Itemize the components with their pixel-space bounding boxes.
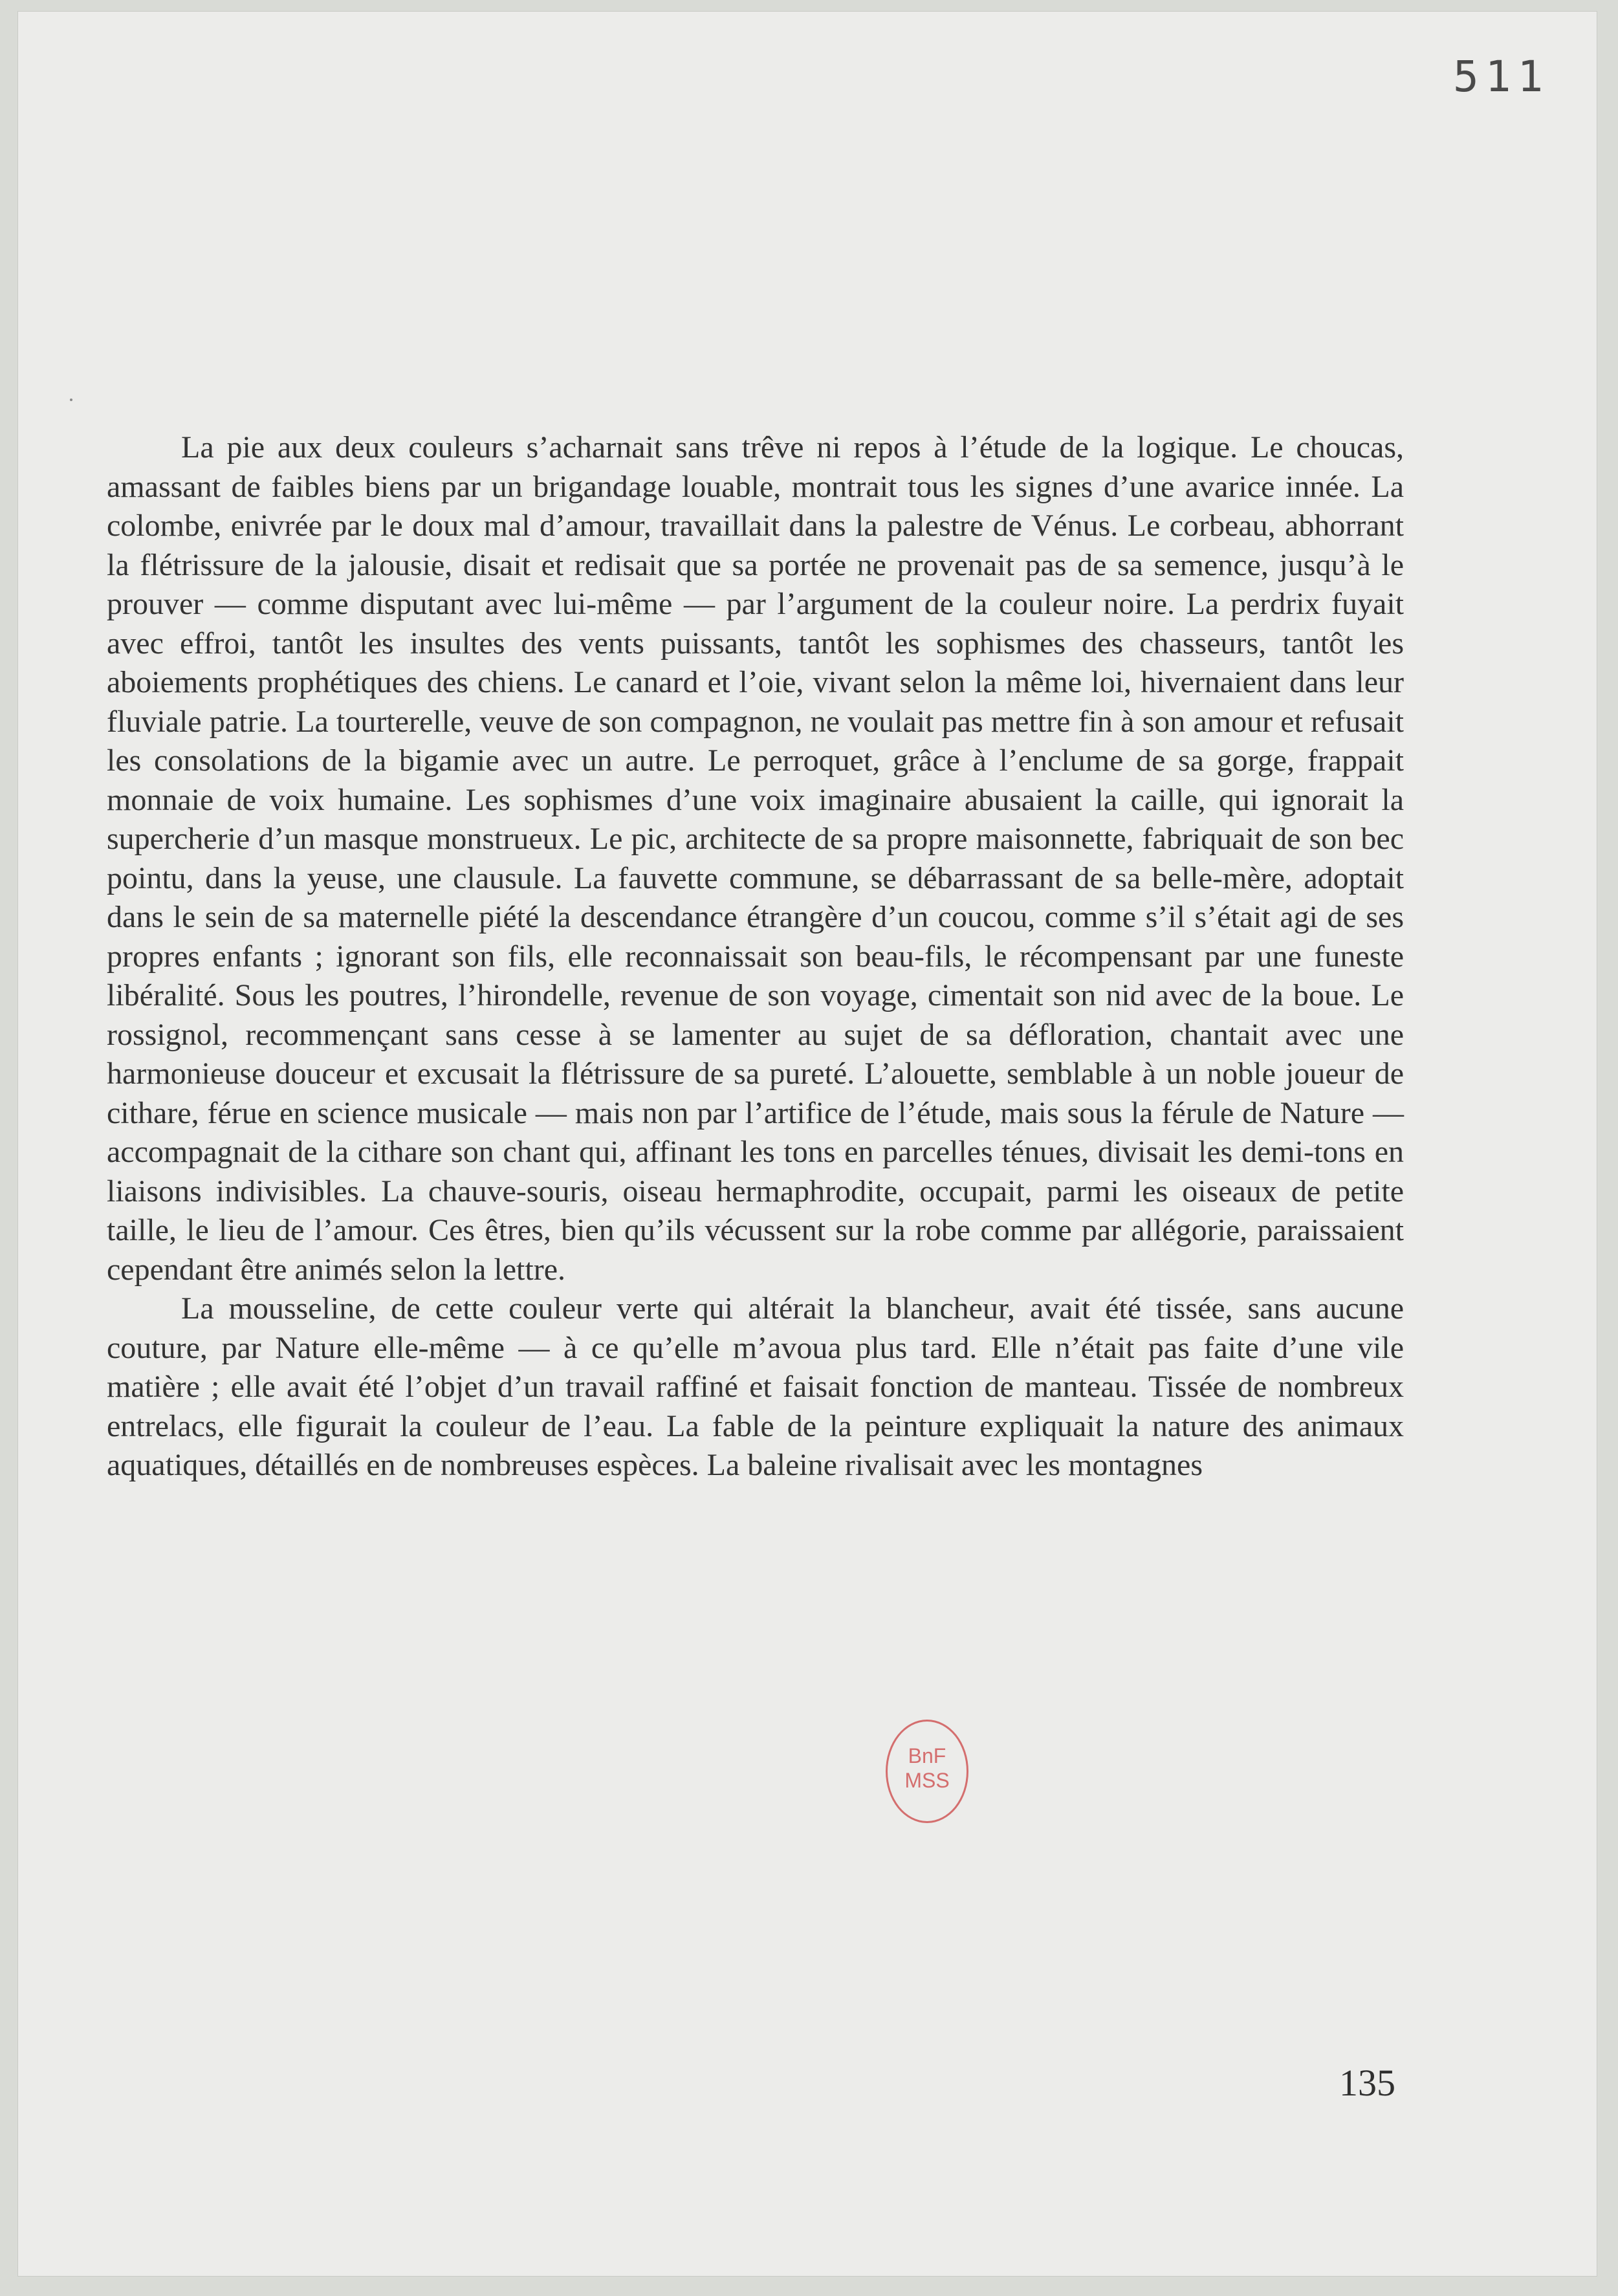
folio-number: 511 [1453, 52, 1550, 102]
paragraph-2: La mousseline, de cette couleur verte qui altérait la blancheur, avait été tissée, sans aucune couture, par Nature elle-même — à ce qu’elle m’avoua plus tard. Elle n’était pas faite d’une vile matière ; elle avait été l’objet d’un travail raffiné et faisait fonction de manteau. Tissée de nombreux entrelacs, elle figurait la couleur de l’eau. La fable de la peinture expliquait la nature des animaux aquatiques, détaillés en de nombreuses espèces. La baleine rivalisait avec les montagnes [107, 1291, 1404, 1482]
stamp-line-1: BnF [908, 1744, 946, 1767]
page-number: 135 [1339, 2062, 1395, 2104]
paragraph-1: La pie aux deux couleurs s’acharnait sans trêve ni repos à l’étude de la logique. Le choucas, amassant de faibles biens par un brigandage louable, montrait tous les signes d’une avarice innée. La colombe, enivrée par le doux mal d’amour, travaillait dans la palestre de Vénus. Le corbeau, abhorrant la flétrissure de la jalousie, disait et redisait que sa portée ne provenait pas de sa semence, jusqu’à le prouver — comme disputant avec lui-même — par l’argument de la couleur noire. La perdrix fuyait avec effroi, tantôt les insultes des vents puissants, tantôt les sophismes des chasseurs, tantôt les aboiements prophétiques des chiens. Le canard et l’oie, vivant selon la même loi, hivernaient dans leur fluviale patrie. La tourterelle, veuve de son compagnon, ne voulait pas mettre fin à son amour et refusait les consolations de la bigamie avec un autre. Le perroquet, grâce à l’enclume de sa gorge, frappait monnaie de voix humaine. Les sophismes d’une voix imaginaire abusaient la caille, qui ignorait la supercherie d’un masque monstrueux. Le pic, architecte de sa propre maisonnette, fabriquait de son bec pointu, dans la yeuse, une clausule. La fauvette commune, se débarrassant de sa belle-mère, adoptait dans le sein de sa maternelle piété la descendance étrangère d’un coucou, comme s’il s’était agi de ses propres enfants ; ignorant son fils, elle reconnaissait son beau-fils, le récompensant par une funeste libéralité. Sous les poutres, l’hirondelle, revenue de son voyage, cimentait son nid avec de la boue. Le rossignol, recommençant sans cesse à se lamenter au sujet de sa défloration, chantait avec une harmonieuse douceur et excusait la flétrissure de sa pureté. L’alouette, semblable à un noble joueur de cithare, férue en science musicale — mais non par l’artifice de l’étude, mais sous la férule de Nature — accompagnait de la cithare son chant qui, affinant les tons en parcelles ténues, divisait les demi-tons en liaisons indivisibles. La chauve-souris, oiseau hermaphrodite, occupait, parmi les oiseaux de petite taille, le lieu de l’amour. Ces êtres, bien qu’ils vécussent sur la robe comme par allégorie, paraissaient cependant être animés selon la lettre. [107, 430, 1404, 1287]
library-stamp [886, 1720, 968, 1823]
stamp-line-2: MSS [904, 1769, 950, 1792]
document-page [18, 12, 1597, 2276]
paper-speck [70, 399, 72, 401]
body-text [107, 428, 1404, 1485]
